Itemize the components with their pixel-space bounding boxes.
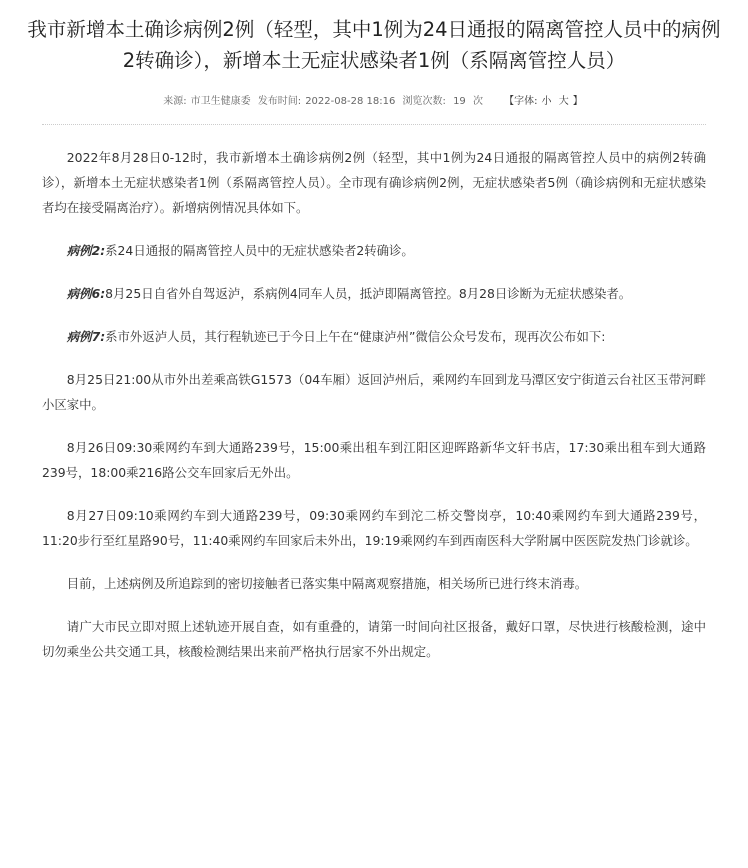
- paragraph-trace-aug-25: [42, 367, 706, 417]
- article-title: 我市新增本土确诊病例2例（轻型，其中1例为24日通报的隔离管控人员中的病例2转确诊），新增本土无症状感染者1例（系隔离管控人员）: [27, 18, 721, 72]
- font-size-control: [502, 96, 585, 107]
- source-label: 来源:: [163, 96, 187, 107]
- views-unit: 次: [472, 96, 483, 107]
- paragraph-text: 目前，上述病例及所追踪到的密切接触者已落实集中隔离观察措施，相关场所已进行终末消毒。: [66, 576, 588, 591]
- article-meta: [0, 95, 748, 109]
- font-size-close: 】: [572, 96, 583, 107]
- paragraph-text: 2022年8月28日0-12时，我市新增本土确诊病例2例（轻型，其中1例为24日通报的隔离管控人员中的病例2转确诊），新增本土无症状感染者1例（系隔离管控人员）。全市现有确诊病例2例，无症状感染者5例（确诊病例和无症状感染者均在接受隔离治疗）。新增病例情况具体如下。: [42, 150, 706, 215]
- paragraph-advice: [42, 614, 706, 664]
- meta-divider: [42, 124, 706, 125]
- font-small-button[interactable]: 小: [541, 96, 552, 107]
- source-value: 市卫生健康委: [190, 96, 251, 107]
- paragraph-trace-aug-27: [42, 503, 706, 553]
- paragraph-case-2: [42, 238, 706, 263]
- case-label: 病例6:: [66, 286, 106, 301]
- paragraph-text: 8月26日09:30乘网约车到大通路239号，15:00乘出租车到江阳区迎晖路新华文轩书店，17:30乘出租车到大通路239号，18:00乘216路公交车回家后无外出。: [42, 440, 706, 480]
- case-label: 病例2:: [66, 243, 106, 258]
- paragraph-case-7: [42, 324, 706, 349]
- paragraph-text: 8月25日自省外自驾返泸，系病例4同车人员，抵泸即隔离管控。8月28日诊断为无症状感染者。: [105, 286, 632, 301]
- paragraph-text: 请广大市民立即对照上述轨迹开展自查，如有重叠的，请第一时间向社区报备，戴好口罩，尽快进行核酸检测，途中切勿乘坐公共交通工具，核酸检测结果出来前严格执行居家不外出规定。: [42, 619, 706, 659]
- paragraph-trace-aug-26: [42, 435, 706, 485]
- paragraph-case-6: [42, 281, 706, 306]
- paragraph-measures: [42, 571, 706, 596]
- paragraph-text: 8月27日09:10乘网约车到大通路239号，09:30乘网约车到沱二桥交警岗亭，10:40乘网约车到大通路239号，11:20步行至红星路90号，11:40乘网约车回家后未外出，19:19乘网约车到西南医科大学附属中医医院发热门诊就诊。: [42, 508, 706, 548]
- paragraph-summary: [42, 145, 706, 220]
- font-size-open: 【字体:: [504, 96, 538, 107]
- publish-time-value: 2022-08-28 18:16: [305, 96, 396, 107]
- article-body: [42, 145, 706, 682]
- paragraph-text: 系24日通报的隔离管控人员中的无症状感染者2转确诊。: [105, 243, 414, 258]
- case-label: 病例7:: [66, 329, 106, 344]
- publish-time-label: 发布时间:: [257, 96, 302, 107]
- paragraph-text: 系市外返泸人员，其行程轨迹已于今日上午在“健康泸州”微信公众号发布，现再次公布如下:: [105, 329, 606, 344]
- views-label: 浏览次数:: [402, 96, 446, 107]
- paragraph-text: 8月25日21:00从市外出差乘高铁G1573（04车厢）返回泸州后，乘网约车回到龙马潭区安宁街道云台社区玉带河畔小区家中。: [42, 372, 706, 412]
- font-large-button[interactable]: 大: [558, 96, 569, 107]
- views-count: 19: [453, 96, 466, 107]
